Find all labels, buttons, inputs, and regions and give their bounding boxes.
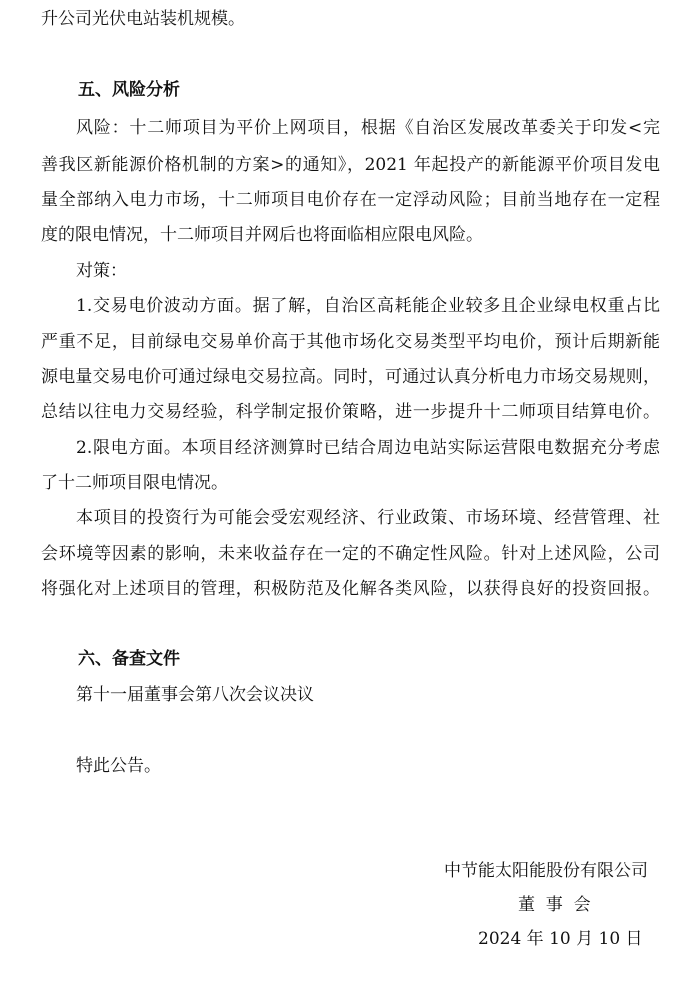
risk-paragraph-line: 风险：十二师项目为平价上网项目，根据《自治区发展改革委关于印发<完: [76, 118, 660, 138]
risk-paragraph-line: 善我区新能源价格机制的方案>的通知》，2021 年起投产的新能源平价项目发电: [41, 155, 660, 175]
countermeasure-label: 对策：: [76, 261, 127, 281]
reference-document: 第十一届董事会第八次会议决议: [76, 685, 314, 705]
measure-1-line: 源电量交易电价可通过绿电交易拉高。同时，可通过认真分析电力市场交易规则，: [41, 367, 660, 387]
risk-paragraph-line: 量全部纳入电力市场，十二师项目电价存在一定浮动风险；目前当地存在一定程: [41, 190, 660, 210]
measure-2-line: 了十二师项目限电情况。: [41, 473, 228, 493]
signature-company: 中节能太阳能股份有限公司: [444, 861, 648, 881]
signature-board: 董 事 会: [518, 895, 591, 915]
measure-1-line: 总结以往电力交易经验，科学制定报价策略，进一步提升十二师项目结算电价。: [41, 402, 660, 422]
section-heading-risk-analysis: 五、风险分析: [78, 80, 180, 100]
measure-1-line: 严重不足，目前绿电交易单价高于其他市场化交易类型平均电价，预计后期新能: [41, 332, 660, 352]
continued-text-line: 升公司光伏电站装机规模。: [41, 9, 245, 29]
summary-line: 本项目的投资行为可能会受宏观经济、行业政策、市场环境、经营管理、社: [76, 508, 660, 528]
closing-statement: 特此公告。: [76, 756, 161, 776]
measure-2-line: 2.限电方面。本项目经济测算时已结合周边电站实际运营限电数据充分考虑: [76, 438, 660, 458]
measure-1-line: 1.交易电价波动方面。据了解，自治区高耗能企业较多且企业绿电权重占比: [76, 296, 660, 316]
summary-line: 会环境等因素的影响，未来收益存在一定的不确定性风险。针对上述风险，公司: [41, 544, 660, 564]
section-heading-reference-documents: 六、备查文件: [78, 649, 180, 669]
signature-date: 2024 年 10 月 10 日: [478, 929, 643, 949]
summary-line: 将强化对上述项目的管理，积极防范及化解各类风险，以获得良好的投资回报。: [41, 579, 660, 599]
risk-paragraph-line: 度的限电情况，十二师项目并网后也将面临相应限电风险。: [41, 225, 483, 245]
